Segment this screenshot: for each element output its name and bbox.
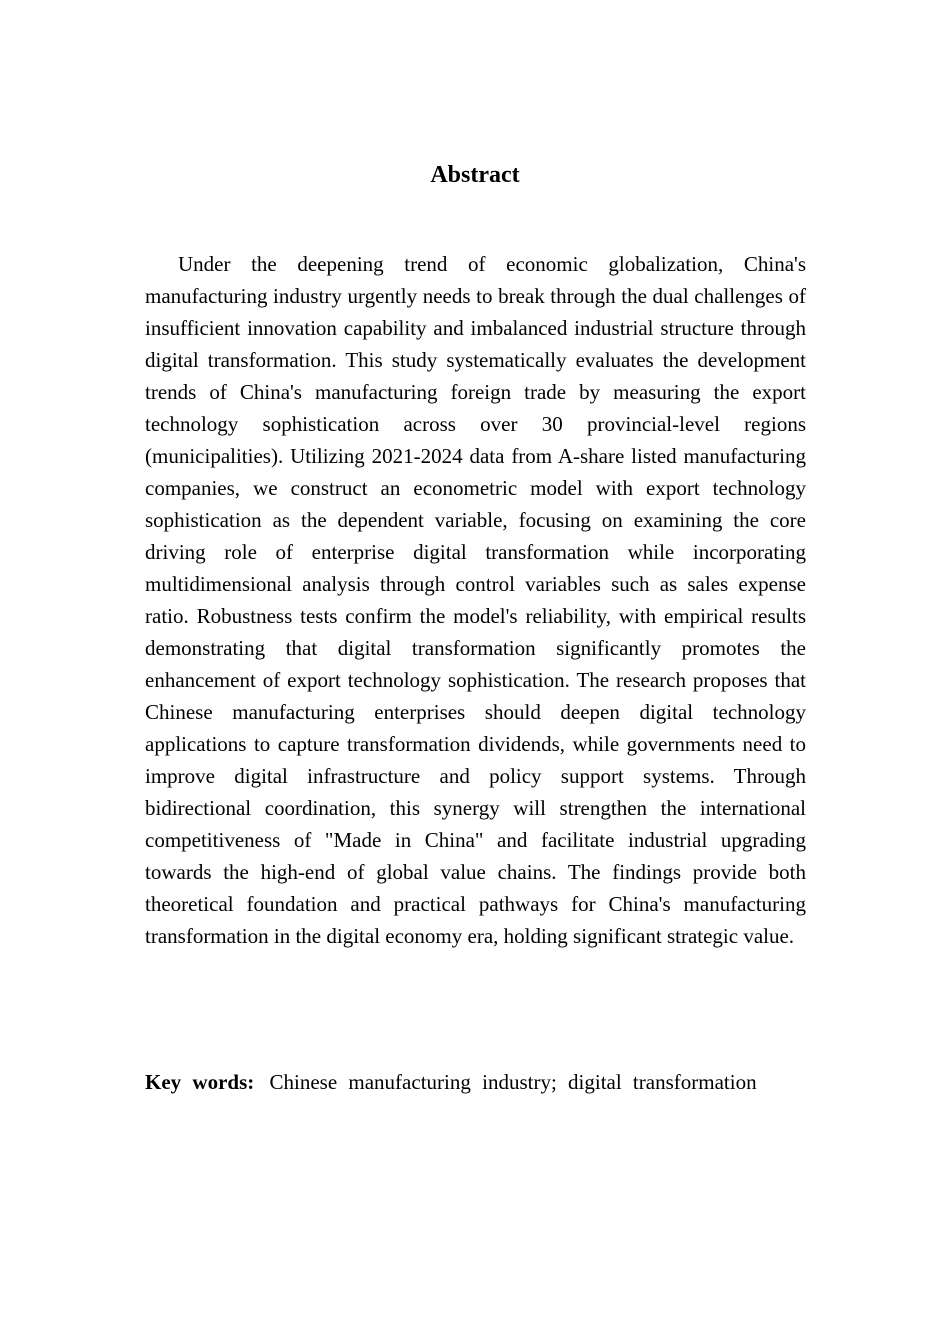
keywords-value: Chinese manufacturing industry; digital transformation [269,1070,757,1094]
keywords-label: Key words: [145,1070,255,1094]
keywords-line [145,1066,806,1098]
abstract-body: Under the deepening trend of economic globalization, China's manufacturing industry urgently needs to break through the dual challenges of insufficient innovation capability and imbalanced industrial structure through digital transformation. This study systematically evaluates the development trends of China's manufacturing foreign trade by measuring the export technology sophistication across over 30 provincial-level regions (municipalities). Utilizing 2021-2024 data from A-share listed manufacturing companies, we construct an econometric model with export technology sophistication as the dependent variable, focusing on examining the core driving role of enterprise digital transformation while incorporating multidimensional analysis through control variables such as sales expense ratio. Robustness tests confirm the model's reliability, with empirical results demonstrating that digital transformation significantly promotes the enhancement of export technology sophistication. The research proposes that Chinese manufacturing enterprises should deepen digital technology applications to capture transformation dividends, while governments need to improve digital infrastructure and policy support systems. Through bidirectional coordination, this synergy will strengthen the international competitiveness of "Made in China" and facilitate industrial upgrading towards the high-end of global value chains. The findings provide both theoretical foundation and practical pathways for China's manufacturing transformation in the digital economy era, holding significant strategic value. [145,252,806,948]
abstract-title: Abstract [430,162,520,188]
